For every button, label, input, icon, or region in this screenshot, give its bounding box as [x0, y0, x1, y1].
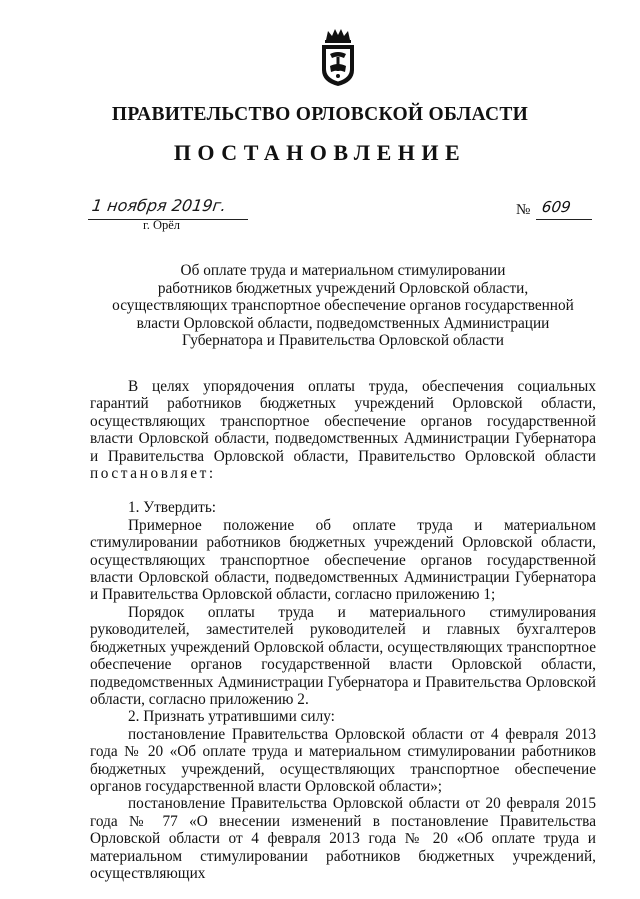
preamble-paragraph	[90, 378, 596, 482]
coat-of-arms-icon	[318, 26, 358, 88]
subject-line: Губернатора и Правительства Орловской области	[182, 332, 504, 349]
item-2-a-paragraph: постановление Правительства Орловской области от 4 февраля 2013 года № 20 «Об оплате труда и материальном стимулировании работников бюджетных учреждений, осуществляющих транспортное обеспечение органов государственной власти Орловской области»;	[90, 725, 596, 795]
item-2-title: 2. Признать утратившими силу:	[128, 708, 335, 726]
document-type-title: ПОСТАНОВЛЕНИЕ	[173, 140, 467, 165]
handwritten-number: 609	[540, 198, 572, 216]
document-body	[90, 378, 596, 882]
subject-line: осуществляющих транспортное обеспечение органов государственной	[112, 297, 574, 314]
item-1-b-paragraph: Порядок оплаты труда и материального стимулирования руководителей, заместителей руководителей и главных бухгалтеров бюджетных учреждений Орловской области, осуществляющих транспортное обеспечение органов государственной власти Орловской области, подведомственных Администрации Губернатора и Правительства Орловской области, согласно приложению 2.	[90, 603, 596, 708]
organization-name: ПРАВИТЕЛЬСТВО ОРЛОВСКОЙ ОБЛАСТИ	[111, 104, 529, 125]
handwritten-date: 1 ноября 2019г.	[90, 196, 228, 215]
city-label: г. Орёл	[143, 218, 181, 232]
item-1-title: 1. Утвердить:	[128, 499, 217, 517]
item-2-b-paragraph: постановление Правительства Орловской области от 20 февраля 2015 года № 77 «О внесении изменений в постановление Правительства Орловской области от 4 февраля 2013 года № 20 «Об оплате труда и материальном стимулировании работников бюджетных учреждений, осуществляющих	[90, 795, 596, 882]
number-label: №	[516, 202, 531, 218]
preamble-text: В целях упорядочения оплаты труда, обеспечения социальных гарантий работников бюджетных учреждений Орловской области, осуществляющих транспортное обеспечение органов государственной власти Орловской области, подведомственных Администрации Губернатора и Правительства Орловской области, Правительство Орловской области	[90, 378, 596, 465]
subject-line: работников бюджетных учреждений Орловской области,	[157, 279, 529, 297]
subject-line: Об оплате труда и материальном стимулировании	[180, 262, 506, 279]
document-subject	[90, 262, 596, 350]
item-1-a-paragraph: Примерное положение об оплате труда и материальном стимулировании работников бюджетных учреждений Орловской области, осуществляющих транспортное обеспечение органов государственной власти Орловской области, подведомственных Администрации Губернатора и Правительства Орловской области, согласно приложению 1;	[90, 516, 596, 604]
subject-line: власти Орловской области, подведомственных Администрации	[136, 314, 550, 332]
preamble-verb: постановляет:	[90, 465, 216, 483]
